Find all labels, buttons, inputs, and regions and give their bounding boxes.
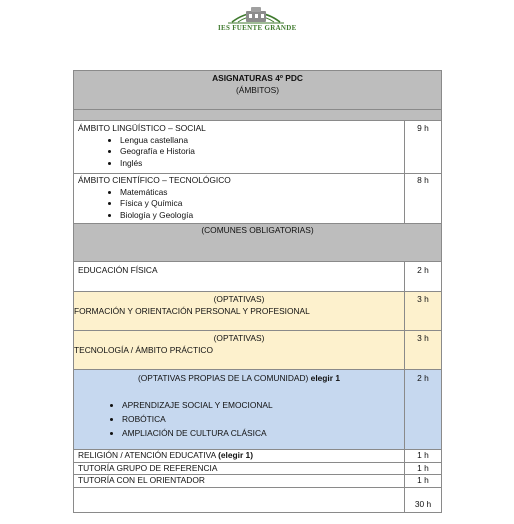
hours-cell: 8 h — [405, 174, 442, 224]
ambito-cientifico-label: ÁMBITO CIENTÍFICO – TECNOLÓGICO — [78, 175, 231, 185]
hours-cell: 3 h — [405, 331, 442, 370]
school-logo — [218, 2, 297, 40]
list-item: • APRENDIZAJE SOCIAL Y EMOCIONAL — [122, 398, 400, 412]
hours-cell: 2 h — [405, 370, 442, 450]
ambito-linguistico-list — [78, 135, 400, 170]
optativa-label: TECNOLOGÍA / ÁMBITO PRÁCTICO — [74, 344, 213, 355]
hours-cell: 3 h — [405, 292, 442, 331]
list-item: • Matemáticas — [120, 187, 400, 199]
optativa-heading: (OPTATIVAS) — [213, 294, 265, 304]
educacion-fisica-row — [74, 262, 442, 292]
list-item: • AMPLIACIÓN DE CULTURA CLÁSICA — [122, 426, 400, 440]
religion-row — [74, 450, 442, 463]
list-item: • Biología y Geología — [120, 210, 400, 222]
tutoria-orientador-row — [74, 475, 442, 488]
tutoria-grupo-label: TUTORÍA GRUPO DE REFERENCIA — [74, 462, 405, 475]
total-row — [74, 487, 442, 512]
optativa-fopp-row — [74, 292, 442, 331]
comunes-header-row — [74, 224, 442, 262]
hours-cell: 2 h — [405, 262, 442, 292]
comunes-label: (COMUNES OBLIGATORIAS) — [74, 224, 442, 262]
table-subtitle: (ÁMBITOS) — [235, 84, 280, 95]
subjects-table — [73, 70, 442, 513]
list-item: • ROBÓTICA — [122, 412, 400, 426]
optativas-comunidad-heading: (OPTATIVAS PROPIAS DE LA COMUNIDAD) elegir 1 — [138, 373, 340, 383]
religion-label: RELIGIÓN / ATENCIÓN EDUCATIVA (elegir 1) — [74, 450, 405, 463]
optativas-comunidad-list — [78, 398, 400, 440]
optativa-tecnologia-row — [74, 331, 442, 370]
educacion-fisica-label: EDUCACIÓN FÍSICA — [74, 262, 405, 292]
header-spacer-row — [74, 110, 442, 121]
ambito-linguistico-row — [74, 121, 442, 174]
list-item: • Geografía e Historia — [120, 146, 400, 158]
optativa-label: FORMACIÓN Y ORIENTACIÓN PERSONAL Y PROFESIONAL — [74, 305, 310, 316]
list-item: • Lengua castellana — [120, 135, 400, 147]
total-hours: 30 h — [405, 487, 442, 512]
tutoria-grupo-row — [74, 462, 442, 475]
tutoria-orientador-label: TUTORÍA CON EL ORIENTADOR — [74, 475, 405, 488]
list-item: • Inglés — [120, 158, 400, 170]
optativas-comunidad-row — [74, 370, 442, 450]
hours-cell: 1 h — [405, 450, 442, 463]
ambito-linguistico-label: ÁMBITO LINGÜÍSTICO – SOCIAL — [78, 123, 206, 133]
hours-cell: 1 h — [405, 462, 442, 475]
table-header-row — [74, 71, 442, 110]
hours-cell: 9 h — [405, 121, 442, 174]
table-title: ASIGNATURAS 4º PDC — [212, 73, 303, 83]
logo-text: IES FUENTE GRANDE — [218, 24, 297, 32]
fountain-icon — [218, 2, 294, 26]
ambito-cientifico-row — [74, 174, 442, 224]
ambito-cientifico-list — [78, 187, 400, 222]
list-item: • Física y Química — [120, 198, 400, 210]
hours-cell: 1 h — [405, 475, 442, 488]
optativa-heading: (OPTATIVAS) — [213, 333, 265, 343]
